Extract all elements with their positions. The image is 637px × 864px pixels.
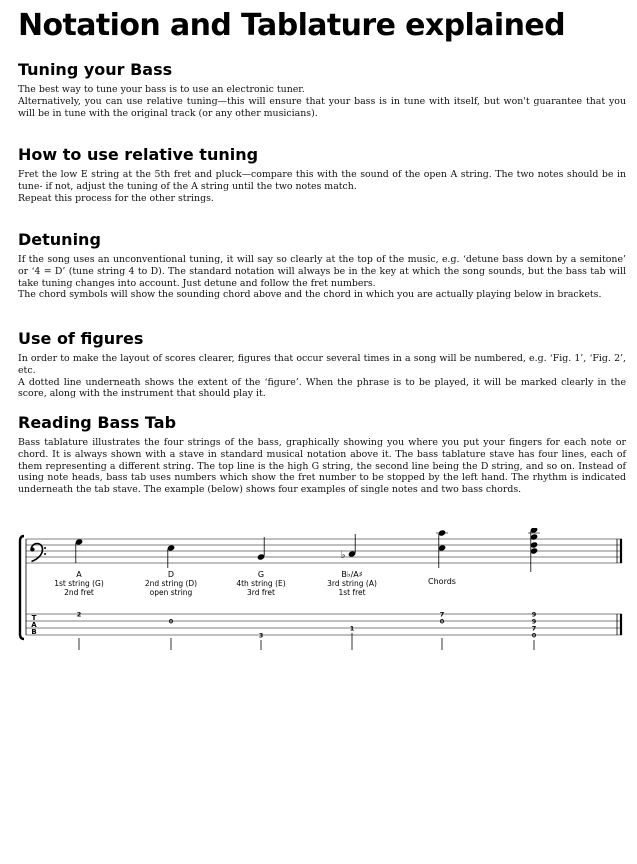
notation-tab-example <box>18 528 630 658</box>
section-paragraph: The best way to tune your bass is to use an electronic tuner. <box>18 84 305 95</box>
note-fret-desc: 2nd fret <box>64 588 94 597</box>
section-paragraph: The chord symbols will show the sounding chord above and the chord in which you are actually playing below in brackets. <box>18 289 602 301</box>
note-name: B♭/A♯ <box>341 570 363 579</box>
tab-fret-number: 0 <box>168 617 174 626</box>
section-paragraph: A dotted line underneath shows the extent of the ‘figure’. When the phrase is to be played, it will be marked clearly in the score, along with the instrument that should play it. <box>18 376 626 400</box>
page-title: Notation and Tablature explained <box>18 8 565 43</box>
section-heading: Use of figures <box>18 329 144 348</box>
tab-fret-number: 1 <box>349 624 355 633</box>
note-string-desc: 4th string (E) <box>236 579 286 588</box>
tab-fret-number: 2 <box>76 610 82 619</box>
note-name: A <box>76 570 82 579</box>
tab-fret-number: 9 <box>531 610 537 619</box>
tab-fret-number: 3 <box>258 631 264 640</box>
note-string-desc: 2nd string (D) <box>144 579 198 588</box>
section-tuning <box>18 60 626 119</box>
section-relative-tuning <box>18 145 626 204</box>
tab-fret-number: 0 <box>531 631 537 640</box>
section-use-of-figures <box>18 329 626 400</box>
section-paragraph: Bass tablature illustrates the four strings of the bass, graphically showing you where you put your fingers for each note or chord. It is always shown with a stave in standard musical notation above it. The bass tablature stave has four lines, each of them representing a different string. The top line is the high G string, the second line being the D string, and so on. Instead of using note heads, bass tab uses numbers which show the fret number to be stopped by the left hand. The rhythm is indicated underneath the tab stave. The example (below) shows four examples of single notes and two bass chords. <box>18 437 626 496</box>
section-paragraph: In order to make the layout of scores clearer, figures that occur several times in a song will be numbered, e.g. ‘Fig. 1’, ‘Fig. 2’, etc. <box>18 353 626 376</box>
tab-clef-letter: B <box>31 628 37 636</box>
note-string-desc: 3rd string (A) <box>327 579 377 588</box>
section-paragraph: Fret the low E string at the 5th fret and pluck—compare this with the sound of the open A string. The two notes should be in tune- if not, adjust the tuning of the A string until the two notes match. <box>18 169 626 192</box>
example-chord <box>528 528 540 650</box>
final-barline <box>617 539 621 635</box>
tab-clef-letter: T <box>31 614 37 622</box>
system-bracket <box>20 536 24 639</box>
note-fret-desc: 1st fret <box>338 588 366 597</box>
section-paragraph: Repeat this process for the other strings. <box>18 192 214 204</box>
note-fret-desc: open string <box>149 588 193 597</box>
section-detuning <box>18 230 626 301</box>
section-heading: Detuning <box>18 230 101 249</box>
chord-label: Chords <box>428 577 456 586</box>
example-chord <box>428 529 456 650</box>
example-note <box>236 537 285 650</box>
section-reading-bass-tab <box>18 413 626 496</box>
tab-clef-letter: A <box>31 621 37 629</box>
example-note <box>145 544 197 650</box>
note-name: D <box>167 570 175 579</box>
example-note <box>54 538 104 650</box>
section-heading: How to use relative tuning <box>18 145 259 164</box>
section-heading: Tuning your Bass <box>18 60 173 79</box>
tab-fret-number: 7 <box>439 610 445 619</box>
tab-fret-number: 0 <box>439 617 445 626</box>
flat-sign-icon: ♭ <box>340 550 346 561</box>
note-string-desc: 1st string (G) <box>54 579 104 588</box>
note-name: G <box>257 570 265 579</box>
section-paragraph: Alternatively, you can use relative tuning—this will ensure that your bass is in tune with itself, but won't guarantee that you will be in tune with the original track (or any other musicians). <box>18 95 626 119</box>
note-fret-desc: 3rd fret <box>247 588 275 597</box>
tab-fret-number: 7 <box>531 624 537 633</box>
tab-fret-number: 9 <box>531 617 537 626</box>
section-heading: Reading Bass Tab <box>18 413 177 432</box>
bass-clef-icon <box>31 544 47 562</box>
section-paragraph: If the song uses an unconventional tuning, it will say so clearly at the top of the music, e.g. ‘detune bass down by a semitone’ or ‘4 = D’ (tune string 4 to D). The standard notation will always be in the key at which the song sounds, but the bass tab will take tuning changes into account. Just detune and follow the fret numbers. <box>18 254 626 289</box>
example-note <box>327 534 377 650</box>
